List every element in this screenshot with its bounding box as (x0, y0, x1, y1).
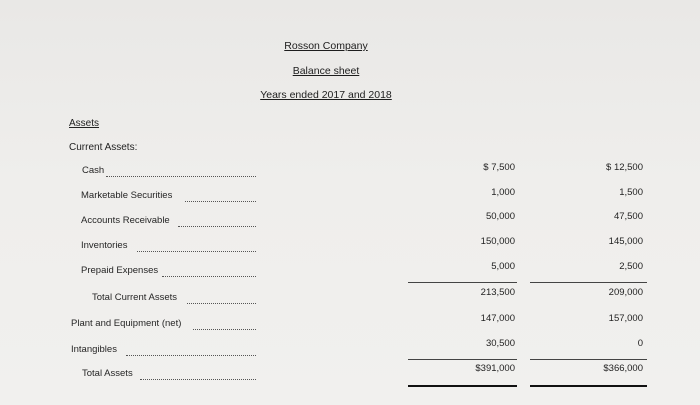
total-rule-2018 (530, 359, 647, 360)
leader-dots (178, 226, 256, 227)
value-2017-total-current-assets: 213,500 (480, 287, 515, 298)
leader-dots (193, 329, 256, 330)
value-2018-cash: $ 12,500 (606, 162, 643, 173)
value-2018-total-assets: $366,000 (603, 363, 643, 374)
leader-dots (162, 276, 256, 277)
value-2018-marketable-securities: 1,500 (619, 187, 643, 198)
value-2018-intangibles: 0 (637, 338, 643, 349)
value-2018-total-current-assets: 209,000 (608, 287, 643, 298)
row-label-intangibles: Intangibles (71, 344, 117, 355)
value-2017-marketable-securities: 1,000 (491, 187, 515, 198)
value-2017-intangibles: 30,500 (485, 338, 515, 349)
total-rule-2017 (408, 359, 517, 360)
grand-total-rule-2017 (408, 385, 517, 387)
row-label-total-current-assets: Total Current Assets (92, 292, 178, 303)
row-label-total-assets: Total Assets (82, 368, 133, 379)
row-label-cash: Cash (82, 165, 105, 176)
row-label-plant-and-equipment: Plant and Equipment (net) (71, 318, 182, 329)
grand-total-rule-2018 (530, 385, 647, 387)
value-2018-plant-and-equipment: 157,000 (608, 313, 643, 324)
statement-period: Years ended 2017 and 2018 (260, 89, 392, 101)
row-label-marketable-securities: Marketable Securities (81, 190, 173, 201)
subtotal-rule-2017 (408, 282, 517, 283)
current-assets-heading: Current Assets: (69, 142, 138, 153)
value-2018-accounts-receivable: 47,500 (613, 211, 643, 222)
company-name: Rosson Company (284, 40, 368, 52)
row-label-prepaid-expenses: Prepaid Expenses (81, 265, 159, 276)
row-label-accounts-receivable: Accounts Receivable (81, 215, 170, 226)
leader-dots (126, 355, 256, 356)
row-label-inventories: Inventories (81, 240, 128, 251)
value-2017-plant-and-equipment: 147,000 (480, 313, 515, 324)
value-2017-prepaid-expenses: 5,000 (491, 261, 515, 272)
subtotal-rule-2018 (530, 282, 647, 283)
value-2017-cash: $ 7,500 (483, 162, 515, 173)
value-2018-inventories: 145,000 (608, 236, 643, 247)
value-2018-prepaid-expenses: 2,500 (619, 261, 643, 272)
value-2017-accounts-receivable: 50,000 (485, 211, 515, 222)
statement-title: Balance sheet (292, 65, 360, 77)
value-2017-inventories: 150,000 (480, 236, 515, 247)
value-2017-total-assets: $391,000 (475, 363, 515, 374)
leader-dots (106, 176, 256, 177)
assets-heading: Assets (69, 118, 100, 129)
leader-dots (137, 251, 256, 252)
leader-dots (185, 201, 256, 202)
leader-dots (187, 303, 256, 304)
leader-dots (140, 379, 256, 380)
